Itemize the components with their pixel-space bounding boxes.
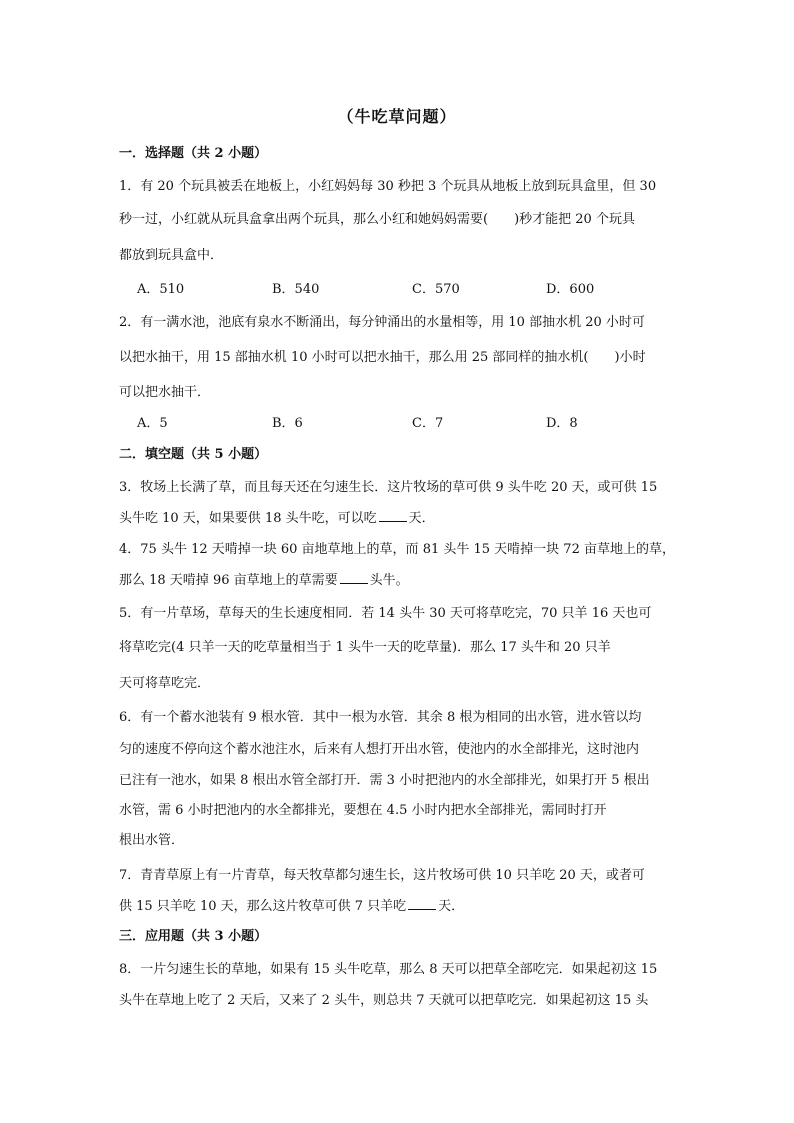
question-7-text: 供 15 只羊吃 10 天，那么这片牧草可供 7 只羊吃 xyxy=(119,899,407,914)
question-3-text-end: 天． xyxy=(408,511,435,526)
question-1-line-1: 1．有 20 个玩具被丢在地板上，小红妈妈每 30 秒把 3 个玩具从地板上放到玩具盒里，但 30 xyxy=(119,179,657,194)
question-2-line-1: 2．有一满水池，池底有泉水不断涌出，每分钟涌出的水量相等，用 10 部抽水机 20 小时可 xyxy=(119,315,645,330)
question-5-line-2: 将草吃完(4 只羊一天的吃草量相当于 1 头牛一天的吃草量)．那么 17 头牛和 20 只羊 xyxy=(119,640,611,655)
question-1-option-c: C．570 xyxy=(412,282,460,297)
section-heading-choice: 一．选择题（共 2 小题） xyxy=(119,146,268,161)
page-title: （牛吃草问题） xyxy=(337,107,457,126)
question-6-line-4: 水管，需 6 小时把池内的水全都排光，要想在 4.5 小时内把水全部排光，需同时打开 xyxy=(119,803,607,818)
question-5-line-3: 天可将草吃完． xyxy=(119,676,211,691)
answer-blank[interactable] xyxy=(340,570,368,584)
question-6-line-1: 6．有一个蓄水池装有 9 根水管．其中一根为水管．其余 8 根为相同的出水管，进水管以均 xyxy=(119,710,642,725)
question-5-line-1: 5．有一片草场，草每天的生长速度相同．若 14 头牛 30 天可将草吃完，70 只羊 16 天也可 xyxy=(119,606,652,621)
question-6-line-3: 已注有一池水，如果 8 根出水管全部打开．需 3 小时把池内的水全部排光，如果打开 5 根出 xyxy=(119,773,650,788)
question-6-line-2: 匀的速度不停向这个蓄水池注水，后来有人想打开出水管，使池内的水全部排光，这时池内 xyxy=(119,742,640,757)
question-7-line-2 xyxy=(119,896,679,917)
question-4-text: 那么 18 天啃掉 96 亩草地上的草需要 xyxy=(119,573,338,588)
question-2-option-a: A．5 xyxy=(137,416,168,431)
question-3-line-2 xyxy=(119,508,679,529)
question-6-line-5: 根出水管． xyxy=(119,833,185,848)
question-2-option-b: B．6 xyxy=(272,416,303,431)
question-1-option-b: B．540 xyxy=(272,282,320,297)
question-1-line-3: 都放到玩具盒中． xyxy=(119,248,224,263)
question-4-text-end: 头牛。 xyxy=(369,573,409,588)
section-heading-fill: 二．填空题（共 5 小题） xyxy=(119,447,268,462)
section-heading-application: 三．应用题（共 3 小题） xyxy=(119,929,268,944)
answer-blank[interactable] xyxy=(408,896,436,910)
question-7-line-1: 7．青青草原上有一片青草，每天牧草都匀速生长，这片牧场可供 10 只羊吃 20 天，或者可 xyxy=(119,868,645,883)
question-1-option-d: D．600 xyxy=(546,282,595,297)
question-1-option-a: A．510 xyxy=(137,282,185,297)
question-4-line-2 xyxy=(119,570,679,591)
question-4-line-1: 4．75 头牛 12 天啃掉一块 60 亩地草地上的草，而 81 头牛 15 天啃掉一块 72 亩草地上的草， xyxy=(119,542,675,557)
question-2-line-2: 以把水抽干，用 15 部抽水机 10 小时可以把水抽干，那么用 25 部同样的抽水机( )小时 xyxy=(119,350,646,365)
question-8-line-2: 头牛在草地上吃了 2 天后，又来了 2 头牛，则总共 7 天就可以把草吃完．如果起初这 15 头 xyxy=(119,993,649,1008)
answer-blank[interactable] xyxy=(379,508,407,522)
question-1-line-2: 秒一过，小红就从玩具盒拿出两个玩具，那么小红和她妈妈需要( )秒才能把 20 个玩具 xyxy=(119,212,635,227)
question-7-text-end: 天． xyxy=(438,899,465,914)
question-3-line-1: 3．牧场上长满了草，而且每天还在匀速生长．这片牧场的草可供 9 头牛吃 20 天，或可供 15 xyxy=(119,480,658,495)
question-3-text: 头牛吃 10 天，如果要供 18 头牛吃，可以吃 xyxy=(119,511,377,526)
question-2-option-c: C．7 xyxy=(412,416,444,431)
question-8-line-1: 8．一片匀速生长的草地，如果有 15 头牛吃草，那么 8 天可以把草全部吃完．如果起初这 15 xyxy=(119,962,658,977)
question-2-line-3: 可以把水抽干． xyxy=(119,385,211,400)
question-2-option-d: D．8 xyxy=(546,416,578,431)
